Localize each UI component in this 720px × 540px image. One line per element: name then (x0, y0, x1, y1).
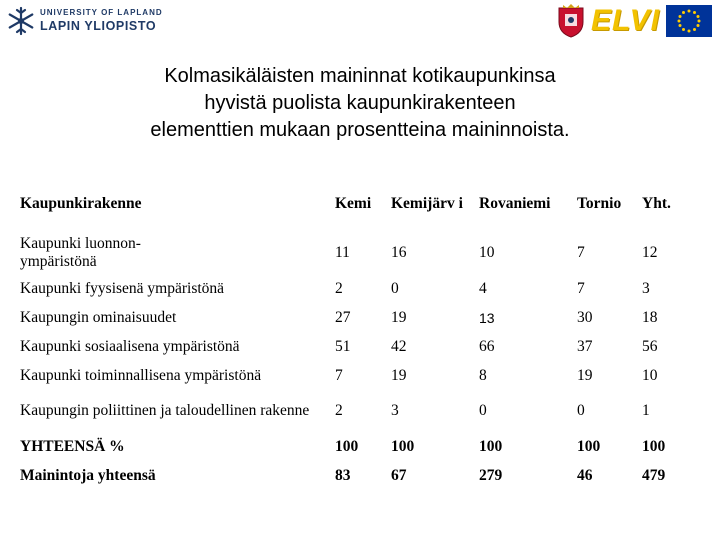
column-header: Kaupunkirakenne (20, 195, 142, 212)
column-header: Tornio (577, 195, 622, 212)
table-cell: 19 (577, 366, 593, 384)
table-cell: 51 (335, 337, 351, 355)
table-cell: 2 (335, 279, 343, 297)
table-row (17, 390, 703, 432)
table-cell: 13 (479, 309, 495, 326)
table-cell: 3 (391, 402, 399, 419)
table-cell: 67 (391, 466, 407, 484)
table-cell: 12 (642, 244, 658, 261)
table-row-total-percent (17, 432, 703, 461)
university-name-en: UNIVERSITY OF LAPLAND (40, 8, 163, 18)
table-row (17, 274, 703, 303)
table-cell: 7 (577, 244, 585, 261)
table-cell: 100 (577, 437, 601, 455)
partner-logos (557, 4, 712, 38)
university-name-fi: LAPIN YLIOPISTO (40, 19, 157, 34)
table-cell: 0 (391, 279, 399, 297)
row-label: Kaupunki fyysisenä ympäristönä (20, 279, 225, 297)
table-cell: 37 (577, 337, 593, 355)
table-cell: 10 (642, 366, 658, 384)
table-cell: 83 (335, 466, 351, 484)
column-header: Yht. (642, 195, 671, 212)
table-cell: 8 (479, 366, 487, 384)
table-cell: 10 (479, 244, 495, 261)
row-label: Kaupungin ominaisuudet (20, 308, 177, 326)
table-cell: 30 (577, 308, 593, 326)
table-cell: 18 (642, 308, 658, 326)
row-label: Kaupunki luonnon-ympäristönä (20, 235, 141, 270)
table-cell: 100 (642, 437, 666, 455)
column-header: Kemi (335, 195, 372, 212)
table-cell: 100 (479, 437, 503, 455)
table-cell: 19 (391, 308, 407, 326)
table-cell: 279 (479, 466, 503, 484)
column-header: Kemijärv i (391, 195, 463, 212)
row-label: Kaupunki toiminnallisena ympäristönä (20, 366, 262, 384)
table-cell: 3 (642, 279, 650, 297)
table-cell: 11 (335, 244, 350, 261)
table-row (17, 361, 703, 390)
university-logo (6, 6, 163, 36)
table-cell: 66 (479, 337, 495, 355)
snowflake-icon (6, 6, 36, 36)
column-header: Rovaniemi (479, 195, 551, 212)
coat-of-arms-icon (557, 4, 585, 38)
title-line-1: Kolmasikäläisten maininnat kotikaupunkinsa (164, 65, 556, 87)
table-row (17, 232, 703, 274)
table-cell: 100 (335, 437, 359, 455)
table-cell: 42 (391, 337, 407, 355)
table-cell: 2 (335, 402, 343, 419)
table-cell: 1 (642, 402, 650, 419)
eu-flag-icon (666, 5, 712, 37)
table-row (17, 303, 703, 332)
row-label: Kaupunki sosiaalisena ympäristönä (20, 337, 240, 355)
title-line-3: elementtien mukaan prosentteina maininnoista. (150, 119, 570, 141)
table-cell: 0 (577, 402, 585, 419)
table-cell: 56 (642, 337, 658, 355)
row-label: Mainintoja yhteensä (20, 466, 156, 484)
table-cell: 0 (479, 402, 487, 419)
data-table (17, 176, 703, 490)
table-row (17, 332, 703, 361)
table-cell: 16 (391, 244, 407, 261)
table-cell: 4 (479, 279, 487, 297)
table-cell: 19 (391, 366, 407, 384)
elvi-logo: ELVI (590, 4, 660, 37)
table-cell: 27 (335, 308, 351, 326)
page-title (80, 63, 640, 144)
table-cell: 479 (642, 466, 666, 484)
table-cell: 7 (577, 279, 585, 297)
title-line-2: hyvistä puolista kaupunkirakenteen (204, 92, 516, 114)
table-cell: 7 (335, 366, 343, 384)
row-label: Kaupungin poliittinen ja taloudellinen rakenne (20, 402, 310, 419)
table-header-row (17, 176, 703, 232)
table-row-total-mentions (17, 461, 703, 490)
row-label: YHTEENSÄ % (20, 437, 125, 455)
table-cell: 46 (577, 466, 593, 484)
table-cell: 100 (391, 437, 415, 455)
